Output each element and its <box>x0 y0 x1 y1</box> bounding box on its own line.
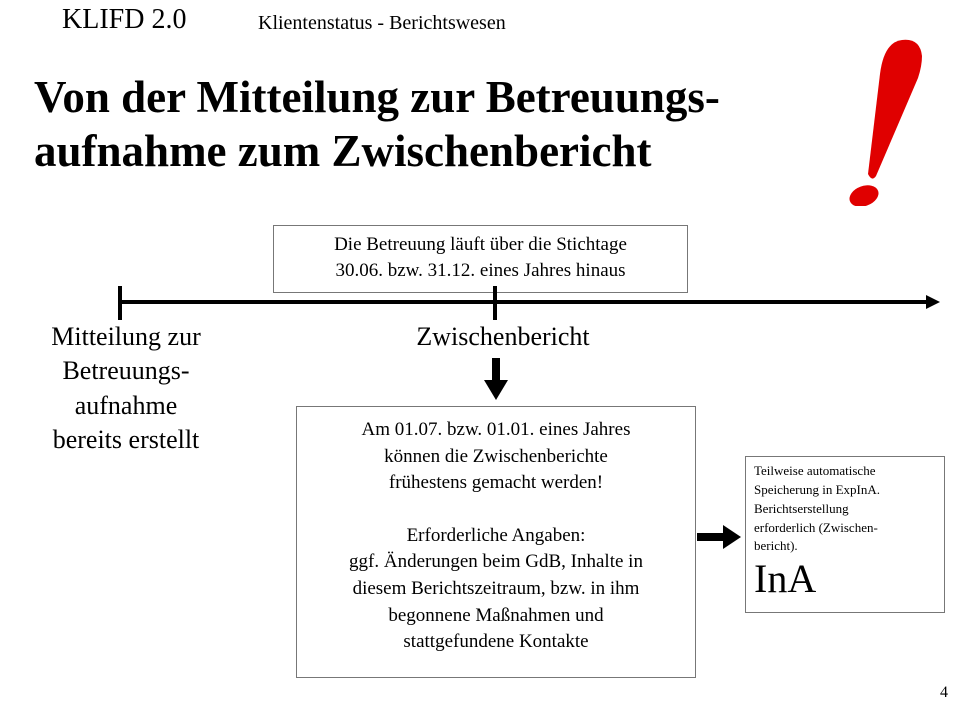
details-line: frühestens gemacht werden! <box>388 472 604 494</box>
start-label-line-2: Betreuungs- <box>62 356 190 386</box>
app-title: KLIFD 2.0 <box>62 4 187 35</box>
start-label-line-3: aufnahme <box>74 390 178 420</box>
ina-line: bericht). <box>754 538 798 554</box>
timeline-label-interim: Zwischenbericht <box>416 322 590 351</box>
arrow-right-icon <box>697 525 743 549</box>
start-label-line-4: bereits erstellt <box>52 424 200 454</box>
timeline-label-start <box>10 320 242 457</box>
note-line-1: Die Betreuung läuft über die Stichtage <box>334 234 627 255</box>
details-box <box>296 406 696 678</box>
ina-line: erforderlich (Zwischen- <box>754 519 878 535</box>
details-line: Am 01.07. bzw. 01.01. eines Jahres <box>361 419 631 440</box>
details-line: begonnene Maßnahmen und <box>388 604 604 626</box>
ina-line: Teilweise automatische <box>754 463 876 478</box>
page-title-line-2: aufnahme zum Zwischenbericht <box>34 126 652 176</box>
start-label-line-1: Mitteilung zur <box>51 322 201 351</box>
ina-label: InA <box>754 556 817 602</box>
details-line: diesem Berichtszeitraum, bzw. in ihm <box>352 577 640 599</box>
page-title-line-1: Von der Mitteilung zur Betreuungs- <box>34 72 720 122</box>
details-line: stattgefundene Kontakte <box>403 631 589 653</box>
details-line: Erforderliche Angaben: <box>406 524 586 546</box>
ina-line: Berichtserstellung <box>754 500 849 516</box>
note-line-2: 30.06. bzw. 31.12. eines Jahres hinaus <box>335 260 626 282</box>
exclamation-icon <box>836 36 926 206</box>
details-line: ggf. Änderungen beim GdB, Inhalte in <box>349 551 643 573</box>
slide-subtitle: Klientenstatus - Berichtswesen <box>258 12 506 34</box>
timeline-arrowhead <box>926 295 940 309</box>
details-spacer <box>297 497 695 523</box>
details-line: können die Zwischenberichte <box>384 445 608 467</box>
ina-box <box>745 456 945 613</box>
arrow-down-icon <box>484 358 508 402</box>
ina-line: Speicherung in ExpInA. <box>754 481 881 497</box>
page-number: 4 <box>940 684 948 701</box>
page-title <box>34 70 814 178</box>
